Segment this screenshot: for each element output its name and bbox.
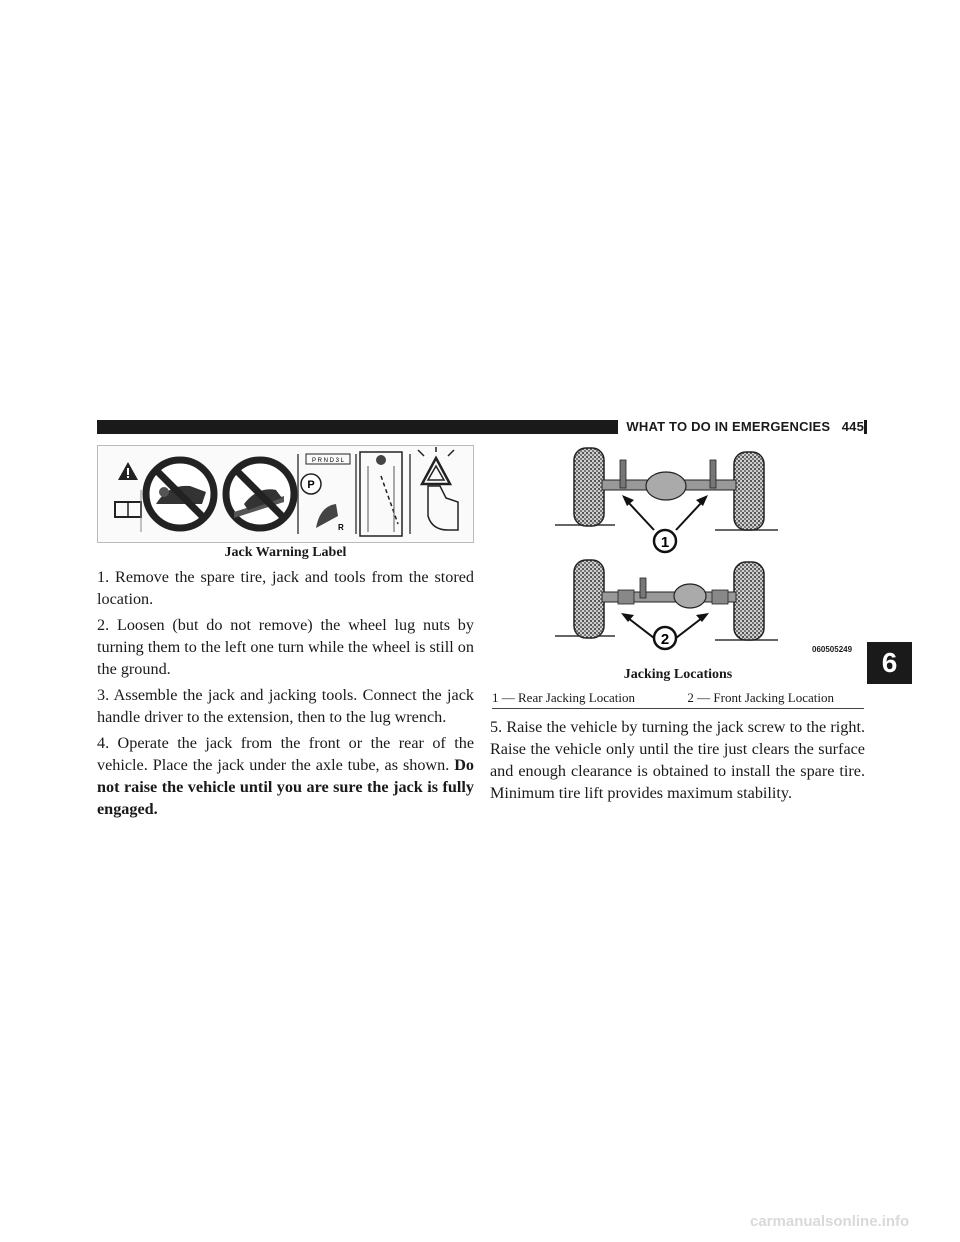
footer-watermark: carmanualsonline.info [750,1213,910,1230]
step-3: 3. Assemble the jack and jacking tools. Connect the jack handle driver to the extension, then to the lug wrench. [97,686,474,726]
front-axle [555,560,778,649]
callout-1-label: 1 [660,534,670,551]
figure-legend [492,690,864,709]
warning-label-illustration [98,446,473,542]
no-crawl-under-icon [146,460,214,528]
step-5: 5. Raise the vehicle by turning the jack screw to the right. Raise the vehicle only until the tire just clears the surface and enough clearance is obtained to install the spare tire. Minimum tire lift provides maximum stability. [490,718,865,802]
gear-p-label: P [307,479,315,491]
gear-shift-icon [301,454,350,532]
gear-indicator-text: P R N D 3 L [312,458,344,464]
jacking-locations-figure [490,440,865,660]
step-4-warning: Do not raise the vehicle until you are sure the jack is fully engaged. [97,756,474,818]
section-title: WHAT TO DO IN EMERGENCIES [626,419,831,434]
tire-icon [574,448,604,526]
page-number: 445 [841,419,864,434]
running-header [618,418,864,436]
gear-r-label: R [338,523,344,532]
jack-warning-label-figure [97,445,474,543]
hazard-warning-hand-icon [418,447,458,530]
tire-icon [734,452,764,530]
callout-2-label: 2 [660,631,670,648]
figure-left-caption: Jack Warning Label [224,545,347,560]
axle-diagram [490,440,865,660]
no-incline-jacking-icon [226,460,294,528]
step-4-text: 4. Operate the jack from the front or the rear of the vehicle. Place the jack under the axle tube, as shown. [97,734,474,774]
step-4 [97,732,474,820]
step-1: 1. Remove the spare tire, jack and tools from the stored location. [97,568,474,608]
figure-reference-code: 060505249 [812,645,853,654]
legend-item-front: 2 — Front Jacking Location [687,690,834,705]
figure-right-caption: Jacking Locations [623,667,733,682]
legend-item-rear: 1 — Rear Jacking Location [492,690,635,705]
vehicle-jack-point-icon [360,452,402,536]
step-2: 2. Loosen (but do not remove) the wheel lug nuts by turning them to the left one turn while the wheel is still on the ground. [97,616,474,678]
rear-axle [555,448,778,552]
chapter-tab: 6 [867,642,912,684]
tire-icon [734,562,764,640]
tire-icon [574,560,604,638]
